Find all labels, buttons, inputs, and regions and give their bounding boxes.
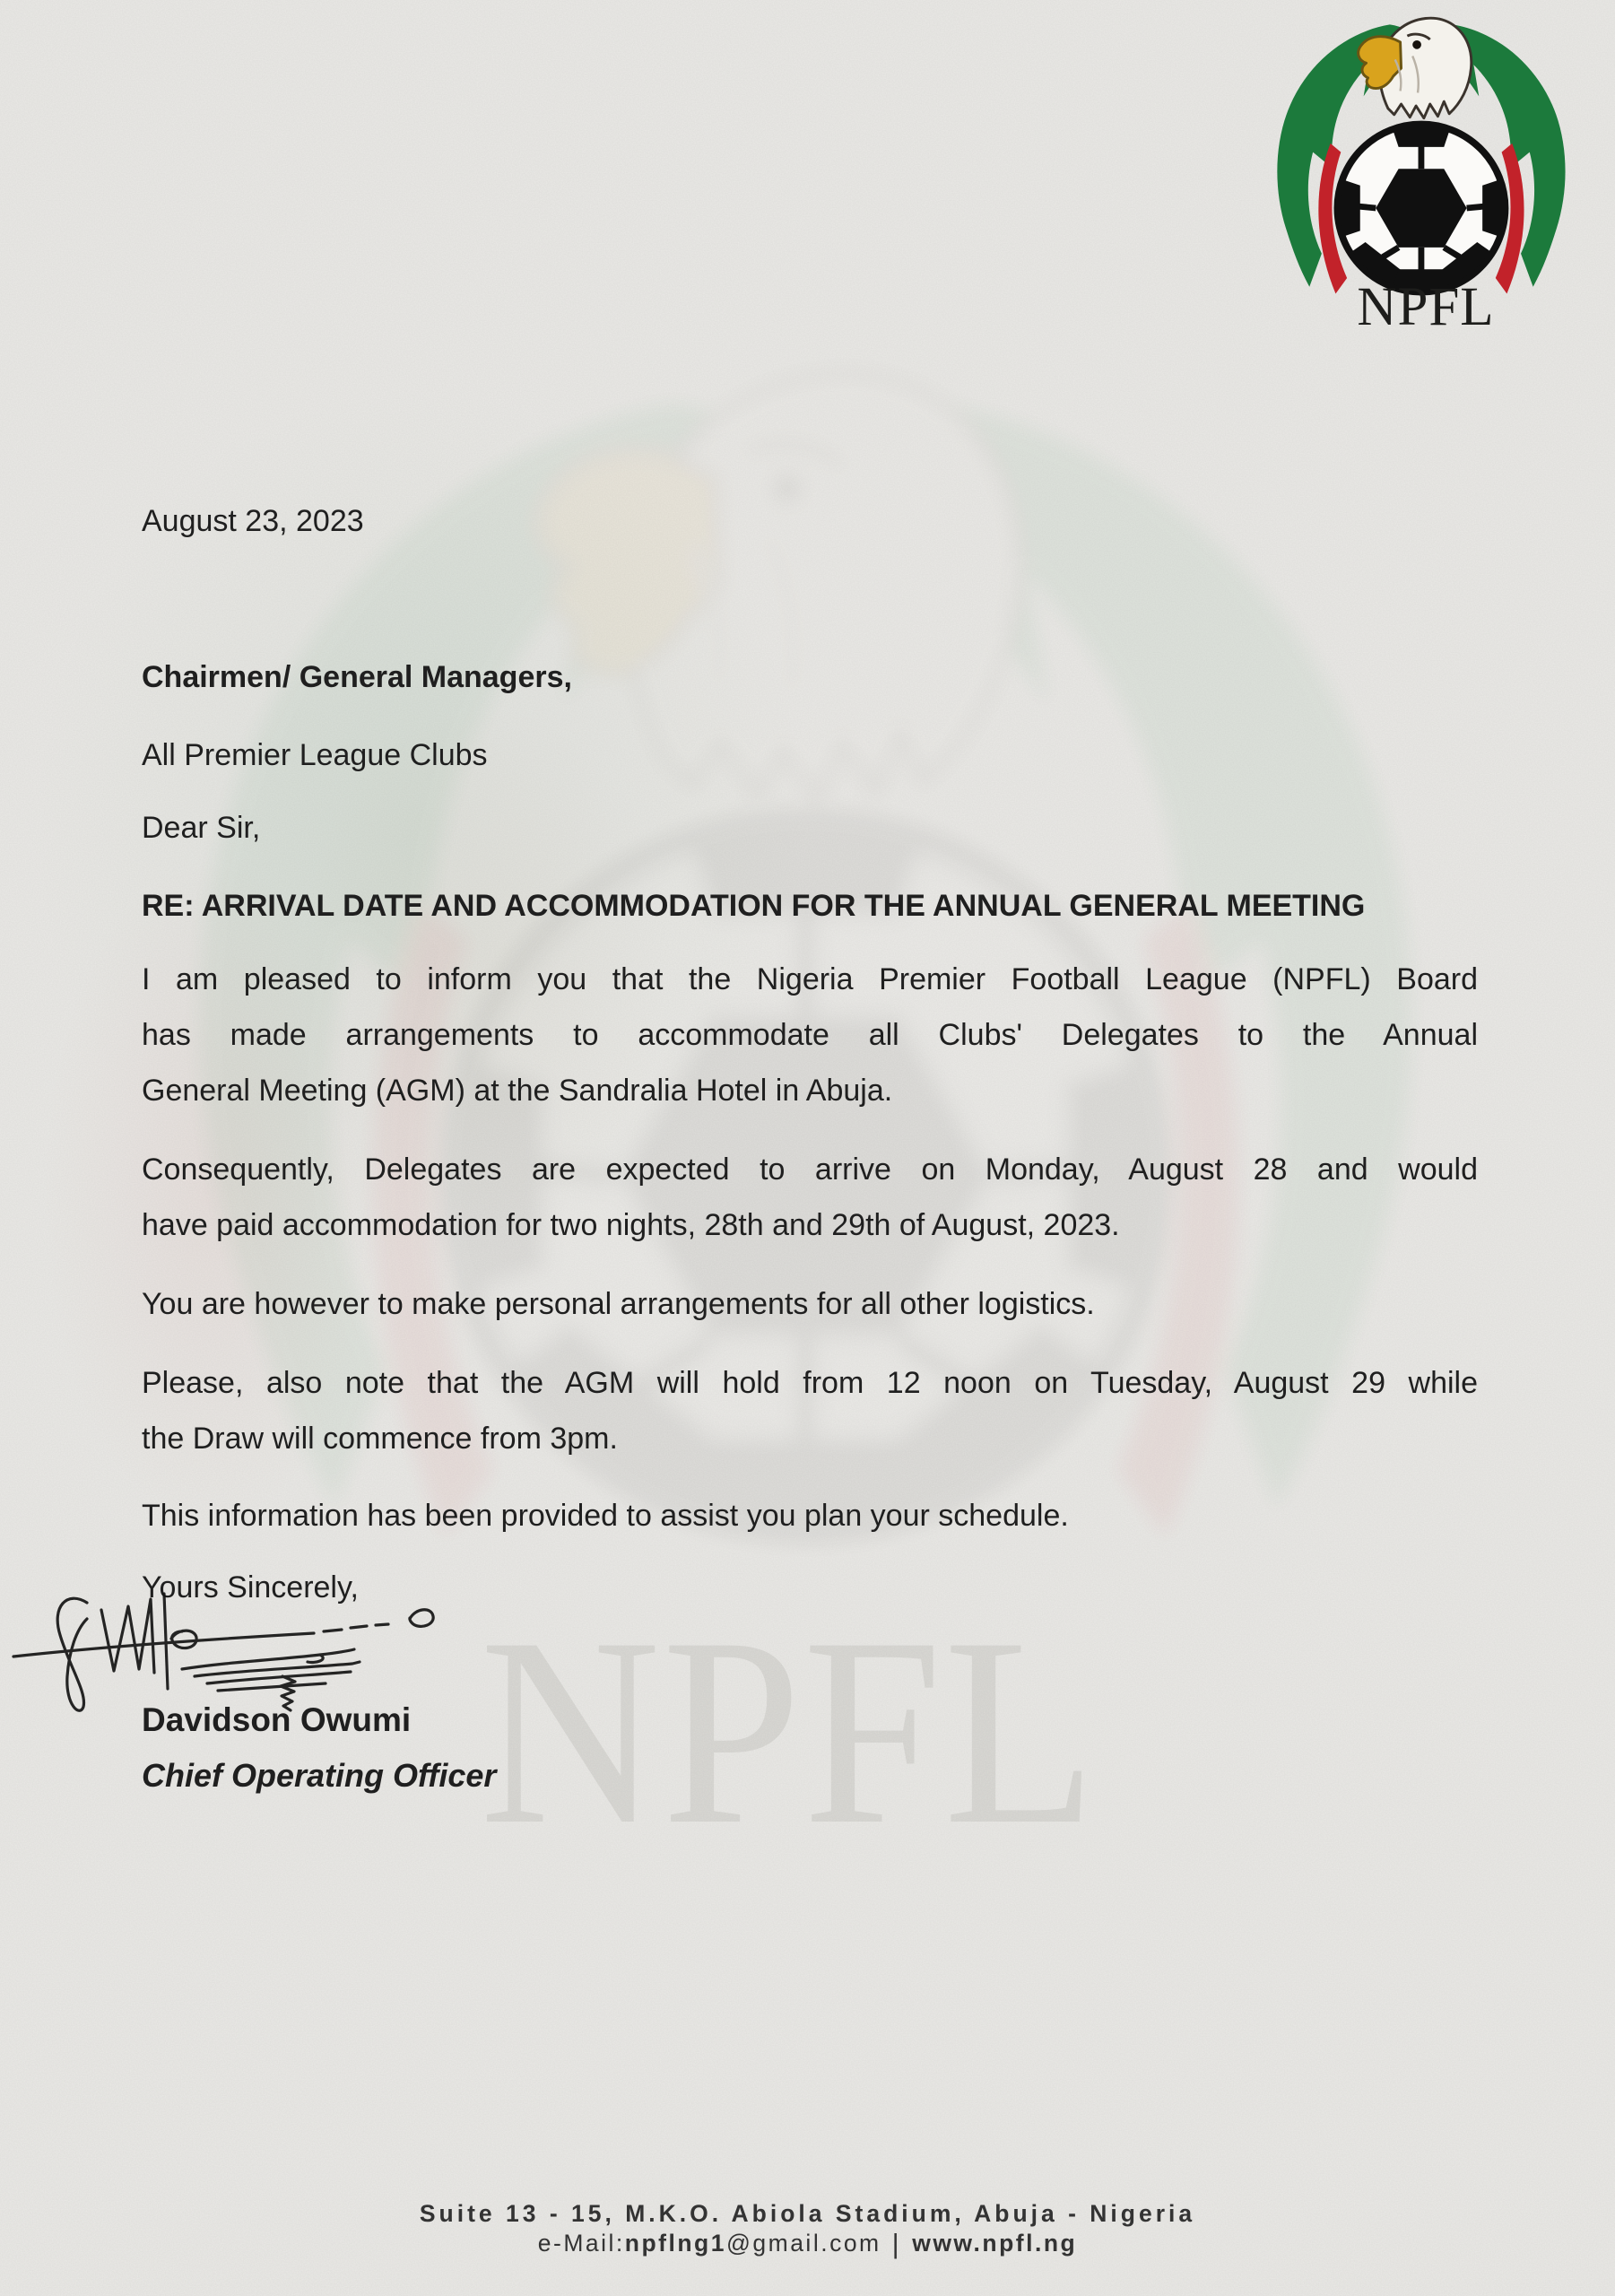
body-line: This information has been provided to assist you plan your schedule. — [142, 1499, 1069, 1533]
signatory-title: Chief Operating Officer — [142, 1757, 497, 1794]
signatory-name: Davidson Owumi — [142, 1701, 412, 1738]
footer-email-domain: @gmail.com — [725, 2230, 881, 2257]
body-paragraph — [142, 1142, 1478, 1253]
body-line: Please, also note that the AGM will hold from 12 noon on Tuesday, August 29 while — [142, 1366, 1478, 1400]
letter-footer — [0, 2199, 1615, 2259]
npfl-logo-text: NPFL — [1357, 277, 1495, 337]
body-line: General Meeting (AGM) at the Sandralia Hotel in Abuja. — [142, 1074, 893, 1108]
footer-email-user: npflng1 — [624, 2230, 726, 2257]
body-line: You are however to make personal arrangements for all other logistics. — [142, 1287, 1095, 1321]
recipient-line: Chairmen/ General Managers, — [142, 660, 572, 694]
body-line: the Draw will commence from 3pm. — [142, 1422, 618, 1456]
letter-date: August 23, 2023 — [142, 504, 364, 538]
body-paragraph — [142, 1276, 1478, 1332]
footer-email-label: e-Mail: — [537, 2230, 625, 2257]
footer-contacts — [0, 2228, 1615, 2259]
body-paragraph — [142, 952, 1478, 1118]
subject-line: RE: ARRIVAL DATE AND ACCOMMODATION FOR THE ANNUAL GENERAL MEETING — [142, 889, 1366, 923]
salutation: Dear Sir, — [142, 811, 261, 845]
body-line: I am pleased to inform you that the Nigeria Premier Football League (NPFL) Board — [142, 962, 1478, 996]
recipient-line: All Premier League Clubs — [142, 738, 488, 772]
footer-separator: | — [891, 2228, 902, 2259]
npfl-logo — [1245, 5, 1594, 311]
body-line: have paid accommodation for two nights, 28th and 29th of August, 2023. — [142, 1208, 1120, 1242]
body-line: has made arrangements to accommodate all Clubs' Delegates to the Annual — [142, 1018, 1478, 1052]
footer-website: www.npfl.ng — [912, 2230, 1078, 2257]
body-line: Consequently, Delegates are expected to arrive on Monday, August 28 and would — [142, 1152, 1478, 1187]
letter-body — [142, 493, 1478, 1615]
watermark-text: NPFL — [480, 1582, 1098, 1880]
footer-address: Suite 13 - 15, M.K.O. Abiola Stadium, Abuja - Nigeria — [419, 2200, 1196, 2227]
closing: Yours Sincerely, — [142, 1570, 359, 1605]
body-paragraph — [142, 1488, 1478, 1544]
body-paragraph — [142, 1355, 1478, 1466]
